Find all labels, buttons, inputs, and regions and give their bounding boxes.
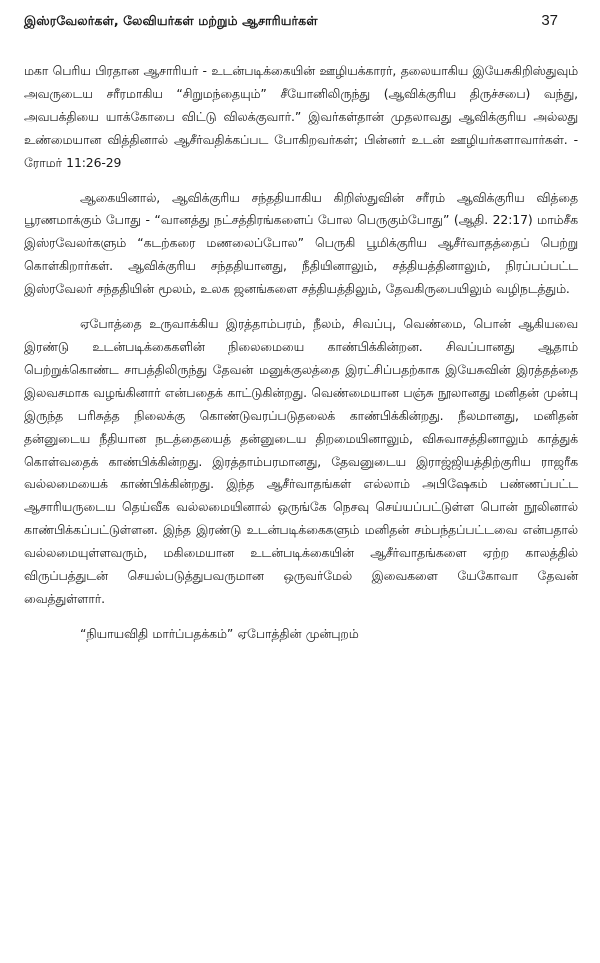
paragraph-4: “நியாயவிதி மார்ப்பதக்கம்” ஏபோத்தின் முன்புறம் (80, 625, 359, 641)
paragraph-2: ஆகையினால், ஆவிக்குரிய சந்ததியாகிய கிறிஸ்துவின் சரீரம் ஆவிக்குரிய வித்தை பூரணமாக்கும் போது - “வானத்து நட்சத்திரங்களைப் போல பெருகும்போது” (ஆதி. 22:17) மாம்சீக இஸ்ரவேலர்களும் “கடற்கரை மணலைப்போல” பெருகி பூமிக்குரிய ஆசீர்வாதத்தைப் பெற்று கொள்கிறார்கள். ஆவிக்குரிய சந்ததியானது, நீதியினாலும், சத்தியத்தினாலும், நிரப்பப்பட்ட இஸ்ரவேலர் சந்ததியின் மூலம், உலக ஜனங்களை சத்தியத்திலும், தேவகிருபையிலும் வழிநடத்தும். (24, 189, 578, 297)
page-number: 37 (541, 12, 558, 29)
paragraph-3: ஏபோத்தை உருவாக்கிய இரத்தாம்பரம், நீலம், சிவப்பு, வெண்மை, பொன் ஆகியவை இரண்டு உடன்படிக்கைகளின் நிலைமையை காண்பிக்கின்றன. சிவப்பானது ஆதாம் பெற்றுக்கொண்ட சாபத்திலிருந்து தேவன் மனுக்குலத்தை இரட்சிப்பதற்காக இயேசுவின் இரத்தத்தை இலவசமாக வழங்கினார் என்பதைக் காட்டுகின்றது. வெண்மையான பஞ்சு நூலானது மனிதன் முன்பு இருந்த பரிசுத்த நிலைக்கு கொண்டுவரப்படுதலைக் காண்பிக்கின்றது. நீலமானது, மனிதன் தன்னுடைய நீதியான நடத்தையைத் தன்னுடைய திறமையினாலும், விசுவாசத்தினாலும் காத்துக் கொள்வதைக் காண்பிக்கின்றது. இரத்தாம்பரமானது, தேவனுடைய இராஜ்ஜியத்திற்குரிய ராஜரீக வல்லமையைக் காண்பிக்கின்றது. இந்த ஆசீர்வாதங்கள் எல்லாம் அபிஷேகம் பண்ணப்பட்ட ஆசாரியருடைய தெய்வீக வல்லமையினால் ஒருங்கே நெசவு செய்யப்பட்டுள்ள பொன் நூலினால் காண்பிக்கப்பட்டுள்ளன. இந்த இரண்டு உடன்படிக்கைகளும் மனிதன் சம்பந்தப்பட்டவை என்பதால் வல்லமையுள்ளவரும், மகிமையான உடன்படிக்கையின் ஆசீர்வாதங்களை ஏற்ற காலத்தில் விருப்பத்துடன் செயல்படுத்துபவருமான ஒருவர்மேல் இவைகளை யேகோவா தேவன் வைத்துள்ளார். (24, 316, 578, 606)
body-text (24, 60, 578, 646)
running-header (24, 12, 578, 42)
chapter-title: இஸ்ரவேலர்கள், லேவியர்கள் மற்றும் ஆசாரியர்கள் (24, 13, 318, 28)
paragraph-1: மகா பெரிய பிரதான ஆசாரியர் - உடன்படிக்கையின் ஊழியக்காரர், தலையாகிய இயேசுகிறிஸ்துவும் அவருடைய சரீரமாகிய “சிறுமந்தையும்” சீயோனிலிருந்து (ஆவிக்குரிய திருச்சபை) வந்து, அவபக்தியை யாக்கோபை விட்டு விலக்குவார்.” இவர்கள்தான் முதலாவது ஆவிக்குரிய அல்லது உண்மையான வித்தினால் ஆசீர்வதிக்கப்பட போகிறவர்கள்; பின்னர் உடன் ஊழியர்களாவார்கள். - ரோமர் 11:26-29 (24, 63, 578, 170)
